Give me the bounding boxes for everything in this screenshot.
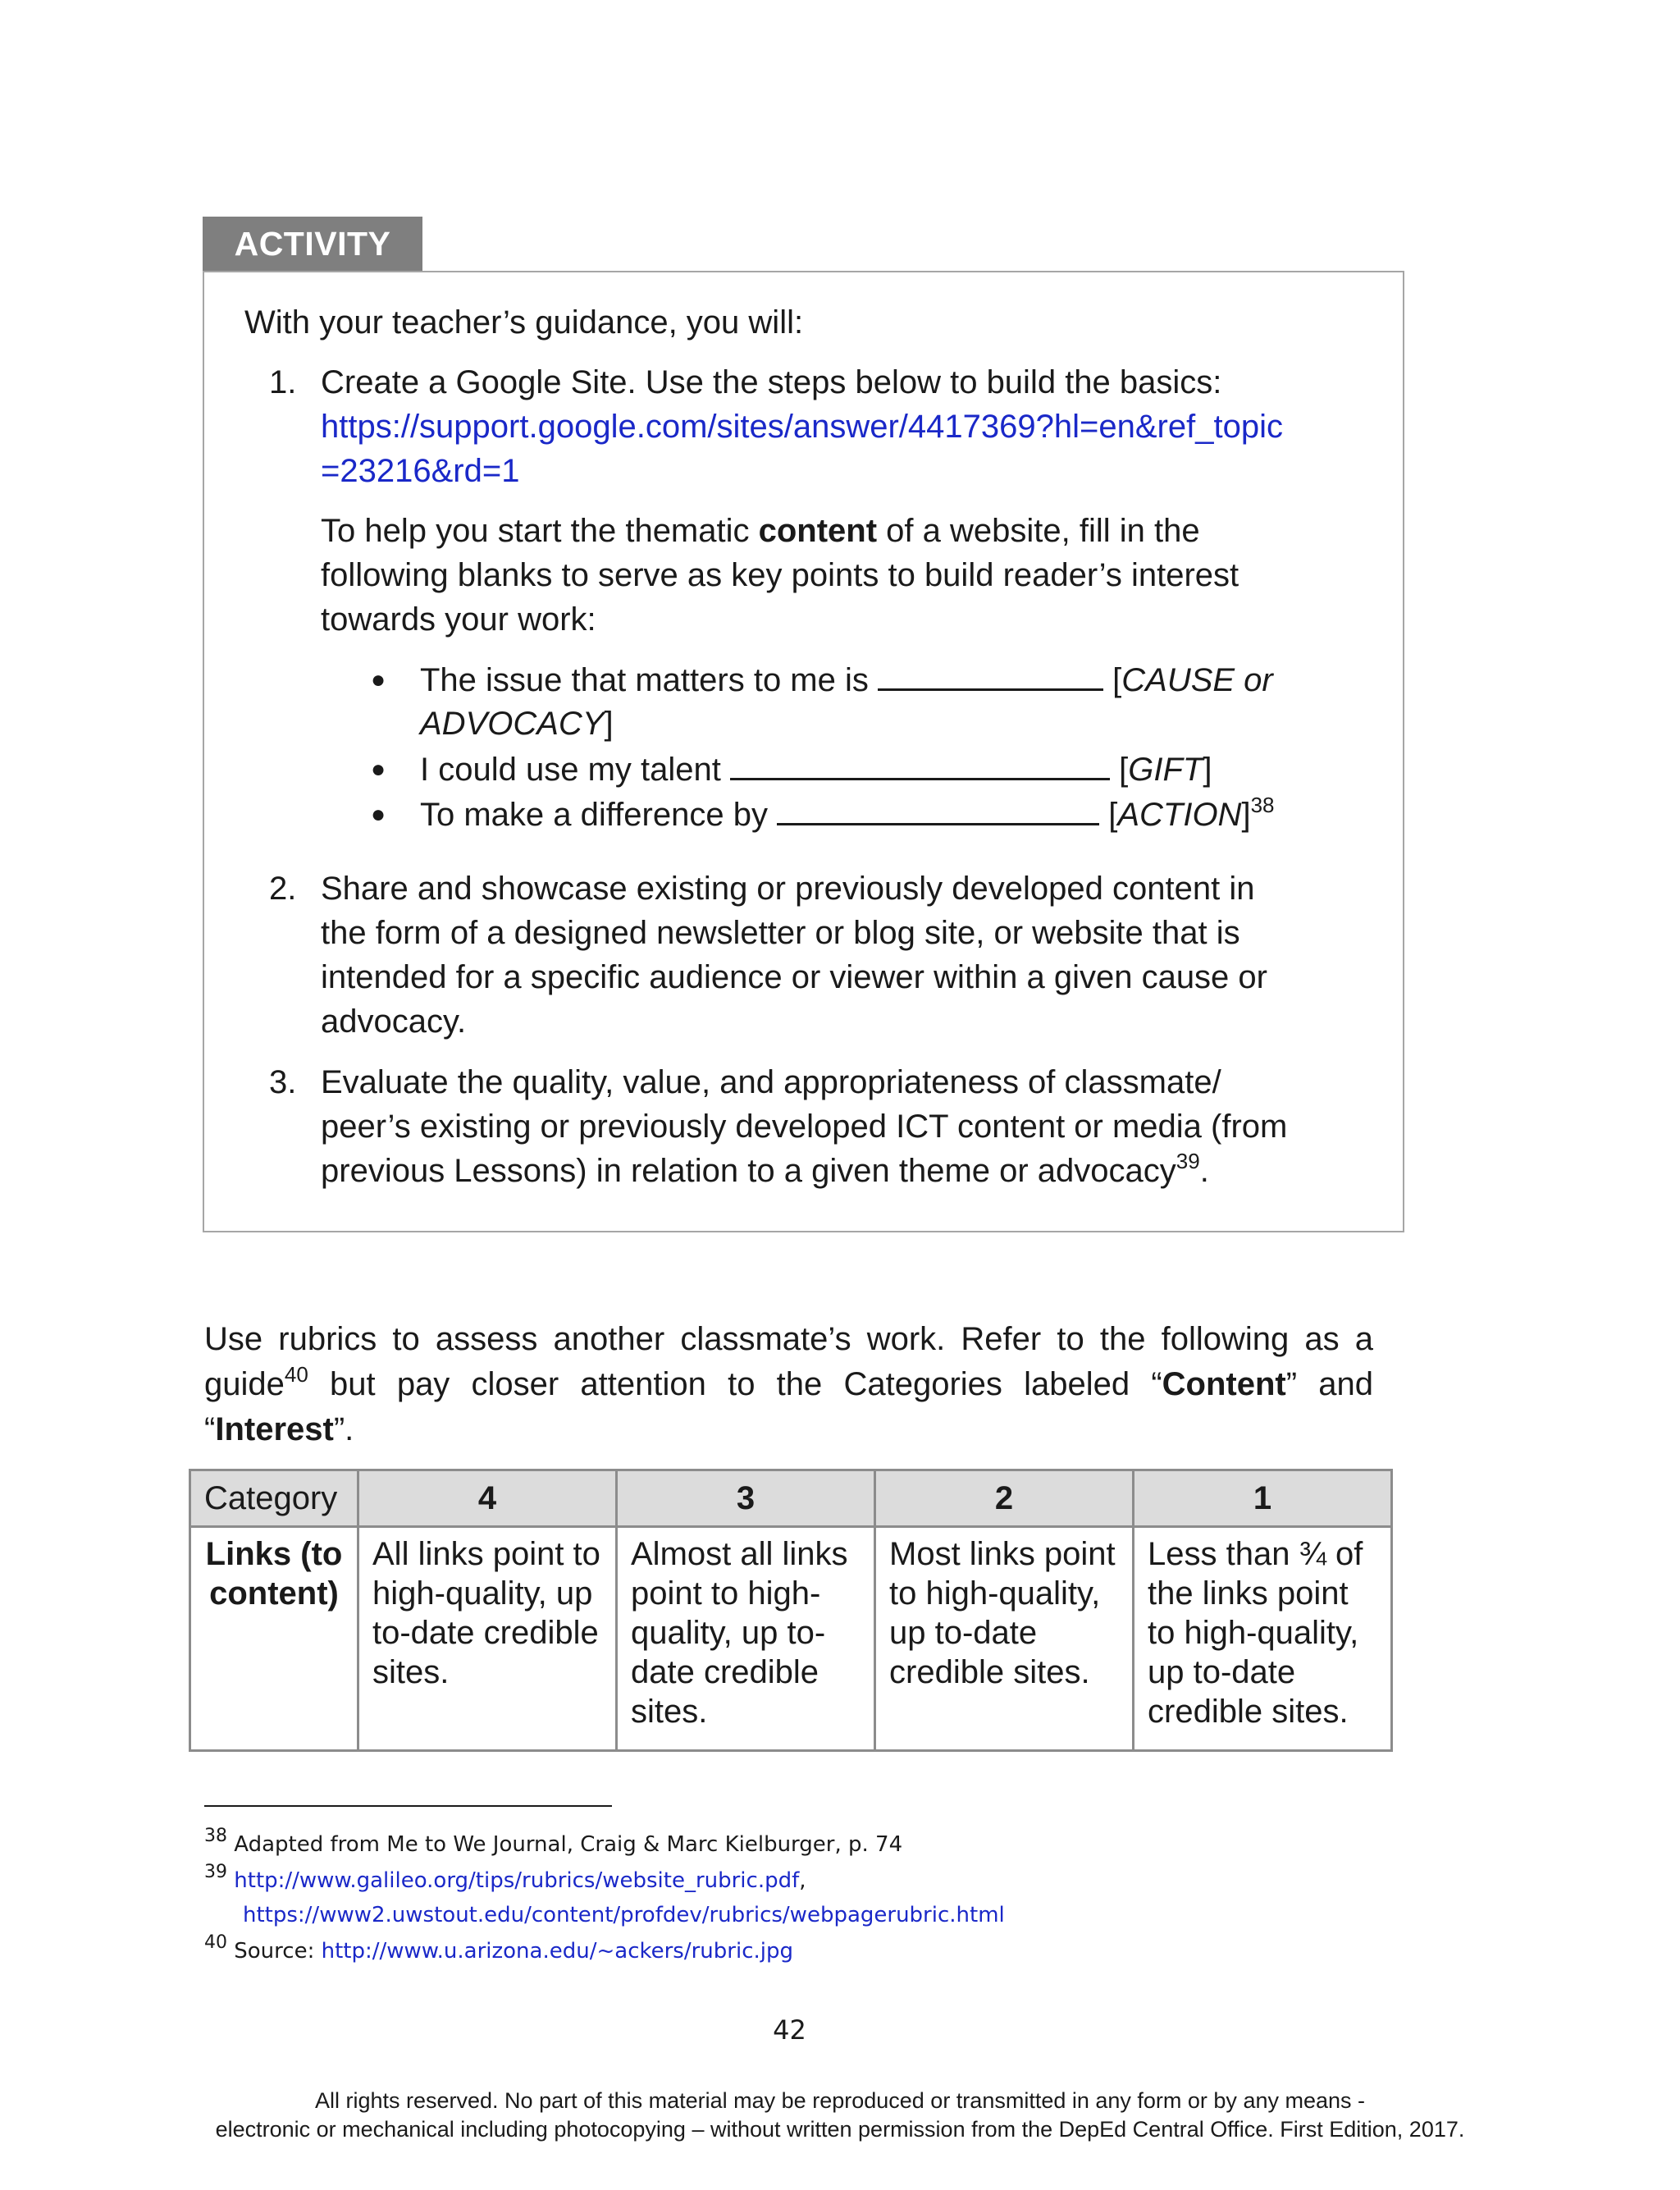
bullet-1-marker: ● [371, 666, 386, 693]
footer-rights-line-1: All rights reserved. No part of this material may be reproduced or transmitted in any form or by any means - [314, 2088, 1366, 2113]
item-2-line: Share and showcase existing or previously developed content in [321, 871, 1255, 907]
table-header-row [190, 1470, 1392, 1527]
blank-line [730, 747, 1110, 780]
help-text-line-2: following blanks to serve as key points to build reader’s interest [321, 557, 1239, 593]
help-text-line-1: To help you start the thematic content of a website, fill in the [321, 513, 1200, 549]
blank-line [777, 792, 1099, 825]
activity-tab: ACTIVITY [203, 217, 422, 271]
item-1-text: Create a Google Site. Use the steps below to build the basics: [321, 364, 1222, 400]
footnote-39: $^{39}$ http://www.galileo.org/tips/rubrics/website_rubric.pdf, [204, 1862, 806, 1893]
header-category: Category [190, 1470, 358, 1527]
footnote-divider [204, 1805, 612, 1807]
footnote-ref-40[interactable]: 40 [284, 1362, 308, 1387]
header-score-1: 1 [1134, 1470, 1392, 1527]
footnote-39-link-1[interactable]: http://www.galileo.org/tips/rubrics/website_rubric.pdf [234, 1868, 800, 1893]
item-3-line: previous Lessons) in relation to a given theme or advocacy$^{39}$. [321, 1149, 1209, 1189]
help-text-line-3: towards your work: [321, 601, 596, 638]
rubric-table [189, 1469, 1393, 1752]
activity-intro: With your teacher’s guidance, you will: [244, 304, 804, 341]
item-2-line: the form of a designed newsletter or blog site, or website that is [321, 915, 1240, 951]
footnote-40: $^{40}$ Source: http://www.u.arizona.edu/~ackers/rubric.jpg [204, 1932, 793, 1964]
bullet-cause: The issue that matters to me is [CAUSE or [420, 657, 1273, 703]
item-1-number: 1. [269, 364, 297, 400]
footnote-39-link-2[interactable]: https://www2.uwstout.edu/content/profdev/rubrics/webpagerubric.html [243, 1903, 1005, 1927]
table-cell: Almost all links point to high-quality, up to-date credible sites. [617, 1527, 875, 1751]
google-sites-link-continued[interactable]: =23216&rd=1 [321, 453, 520, 489]
table-cell: Most links point to high-quality, up to-date credible sites. [875, 1527, 1134, 1751]
bullet-gift: I could use my talent [GIFT] [420, 747, 1212, 793]
category-cell: Links (to content) [190, 1527, 358, 1751]
header-score-4: 4 [358, 1470, 617, 1527]
item-3-line: Evaluate the quality, value, and appropriateness of classmate/ [321, 1064, 1221, 1100]
google-sites-link[interactable]: https://support.google.com/sites/answer/4417369?hl=en&ref_topic [321, 409, 1283, 445]
bullet-cause-continued: ADVOCACY] [420, 706, 614, 742]
bullet-2-marker: ● [371, 756, 386, 783]
header-score-2: 2 [875, 1470, 1134, 1527]
rubric-intro-paragraph: Use rubrics to assess another classmate’s work. Refer to the following as a guide$^{40}$ but pay closer attention to the Categories labeled “Content” and “Interest”. [204, 1321, 1374, 1447]
page-number: 42 [773, 2014, 806, 2046]
item-3-line: peer’s existing or previously developed ICT content or media (from [321, 1109, 1288, 1145]
footnote-ref-39[interactable]: 39 [1176, 1149, 1200, 1173]
table-cell: Less than ¾ of the links point to high-quality, up to-date credible sites. [1134, 1527, 1392, 1751]
item-2-line: advocacy. [321, 1004, 467, 1040]
bullet-action: To make a difference by [ACTION]$^{38}$ [420, 793, 1275, 833]
footnote-40-link[interactable]: http://www.u.arizona.edu/~ackers/rubric.jpg [321, 1939, 793, 1964]
footnote-ref-38[interactable]: 38 [1250, 793, 1275, 817]
header-score-3: 3 [617, 1470, 875, 1527]
bullet-3-marker: ● [371, 801, 386, 828]
footnote-38: $^{38}$ Adapted from Me to We Journal, Craig & Marc Kielburger, p. 74 [204, 1826, 903, 1857]
item-2-number: 2. [269, 871, 297, 907]
blank-line [878, 657, 1103, 691]
item-3-number: 3. [269, 1064, 297, 1100]
item-2-line: intended for a specific audience or viewer within a given cause or [321, 959, 1267, 995]
table-cell: All links point to high-quality, up to-date credible sites. [358, 1527, 617, 1751]
table-row [190, 1527, 1392, 1751]
footer-rights-line-2: electronic or mechanical including photocopying – without written permission from the DepEd Central Office. First Edition, 2017. [215, 2117, 1465, 2142]
